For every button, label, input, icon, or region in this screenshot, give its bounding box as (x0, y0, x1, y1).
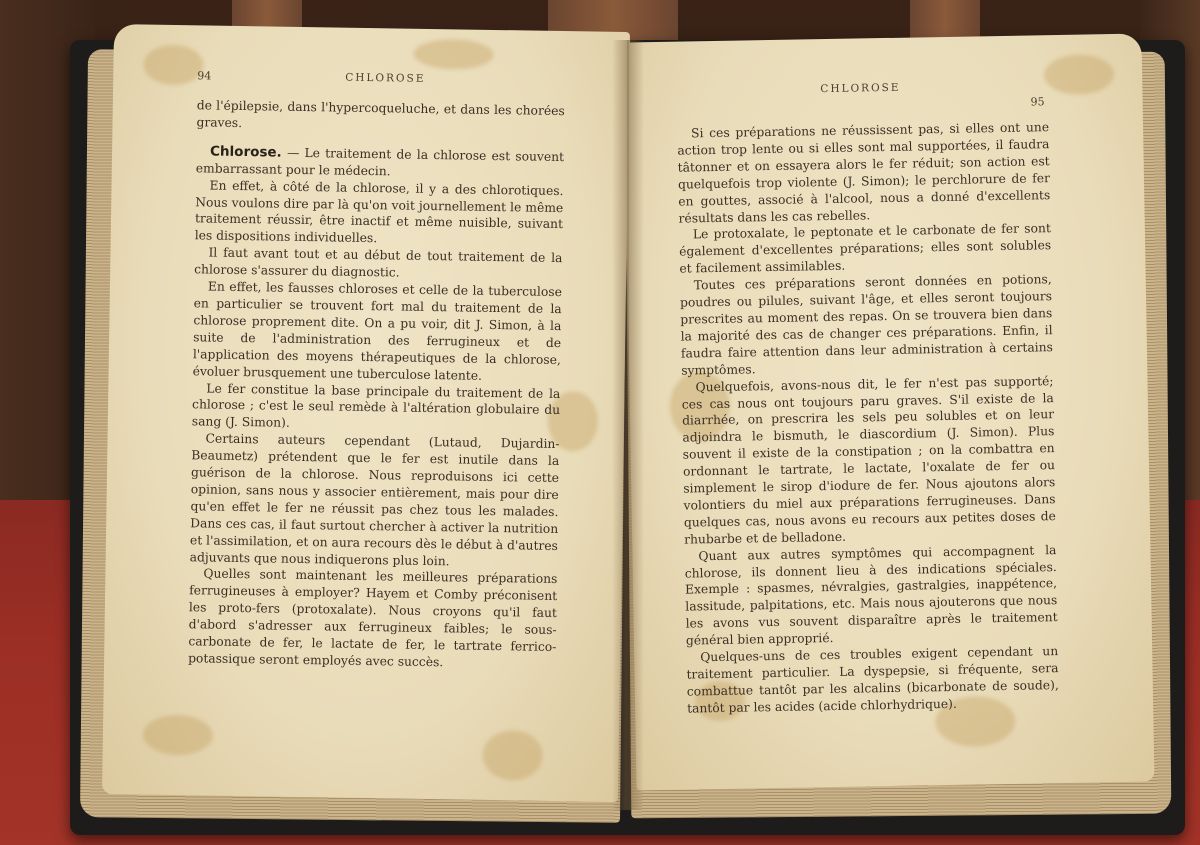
paragraph: Si ces préparations ne réussissent pas, si elles ont une action trop lente ou si elles sont mal supportées, il faudra tâtonner et on essayera alors le fer réduit; son action est quelquefois trop violente (J. Simon); le perchlorure de fer en gouttes, associé à l'alcool, nous a donné d'excellents résultats dans les cas rebelles. (677, 120, 1051, 226)
paragraph: Toutes ces préparations seront données en potions, poudres ou pilules, suivant l'âge, et elles seront toujours prescrites au moment des repas. On se trouvera bien dans la majorité des cas de changer ces préparations. Enfin, il faudra faire attention dans leur administration à certains symptômes. (679, 272, 1054, 378)
paragraph: Le protoxalate, le peptonate et le carbonate de fer sont également d'excellentes préparations; elles sont solubles et facilement assimilables. (679, 221, 1052, 276)
paragraph: Le fer constitue la base principale du traitement de la chlorose ; c'est le seul remède à l'altération globulaire du sang (J. Simon). (191, 380, 561, 431)
paragraph: Il faut avant tout et au début de tout traitement de la chlorose s'assurer du diagnostic. (194, 245, 563, 280)
left-page (102, 24, 630, 802)
paragraph: En effet, les fausses chloroses et celle de la tuberculose en particulier se trouvent fort mal du traitement de la chlorose proprement dite. On a pu voir, dit J. Simon, à la suite de l'administration des ferrugineux et de l'application des moyens thérapeutiques de la chlorose, évoluer brusquement une tuberculose latente. (192, 279, 563, 383)
wooden-post (910, 0, 980, 40)
paragraph: Quant aux autres symptômes qui accompagnent la chlorose, ils donnent lieu à des indications spéciales. Exemple : spasmes, névralgies, gastralgies, inappétence, lassitude, palpitations, etc. Mais nous ajouterons que nous les avons vus souvent disparaître après le traitement général bien approprié. (684, 542, 1058, 648)
section-heading: Chlorose. (209, 143, 282, 161)
page-number: 95 (1030, 95, 1045, 109)
paragraph: — Le traitement de la chlorose est souvent embarrassant pour le médecin. (195, 145, 565, 179)
right-page (624, 34, 1155, 791)
right-page-text (677, 119, 1059, 717)
paragraph: Quelquefois, avons-nous dit, le fer n'est pas supporté; ces cas nous ont toujours paru graves. S'il existe de la diarrhée, on prescrira les sels peu solubles et on leur adjoindra le bismuth, le diascordium (J. Simon). Plus souvent il existe de la constipation ; on la combattra en ordonnant le tartrate, le lactate, l'oxalate de fer ou simplement le sirop d'iodure de fer. Nous ajoutons alors volontiers du miel aux préparations ferrugineuses. Dans quelques cas, nous avons eu recours aux petites doses de rhubarbe et de belladone. (681, 373, 1056, 547)
left-page-text (188, 97, 565, 673)
paragraph: Certains auteurs cependant (Lutaud, Dujardin-Beaumetz) prétendent que le fer est inutile dans la guérison de la chlorose. Nous reproduisons ici cette opinion, sans nous y associer entièrement, mais pour dire qu'en effet le fer ne réussit pas chez tous les malades. Dans ces cas, il faut surtout chercher à activer la nutrition et l'assimilation, et on aura recours dès le début à d'autres adjuvants que nous indiquerons plus loin. (189, 431, 560, 568)
paragraph: Quelles sont maintenant les meilleures préparations ferrugineuses à employer? Hayem et Comby préconisent les proto-fers (protoxalate). Nous croyons qu'il faut d'abord s'adresser aux ferrugineux faibles; le sous-carbonate de fer, le lactate de fer, le tartrate ferrico-potassique seront employés avec succès. (188, 566, 558, 670)
running-head: CHLOROSE (820, 81, 901, 96)
page-number: 94 (197, 69, 212, 83)
paragraph: de l'épilepsie, dans l'hypercoqueluche, et dans les chorées graves. (196, 98, 565, 130)
paragraph: Quelques-uns de ces troubles exigent cependant un traitement particulier. La dyspepsie, si fréquente, sera combattue tantôt par les alcalins (bicarbonate de soude), tantôt par les acides (acide chlorhydrique). (686, 644, 1059, 716)
paragraph: En effet, à côté de la chlorose, il y a des chlorotiques. Nous voulons dire par là qu'on voit journellement le même traitement réussir, être inactif et même nuisible, suivant les dispositions individuelles. (194, 178, 564, 246)
running-head: CHLOROSE (345, 71, 426, 85)
